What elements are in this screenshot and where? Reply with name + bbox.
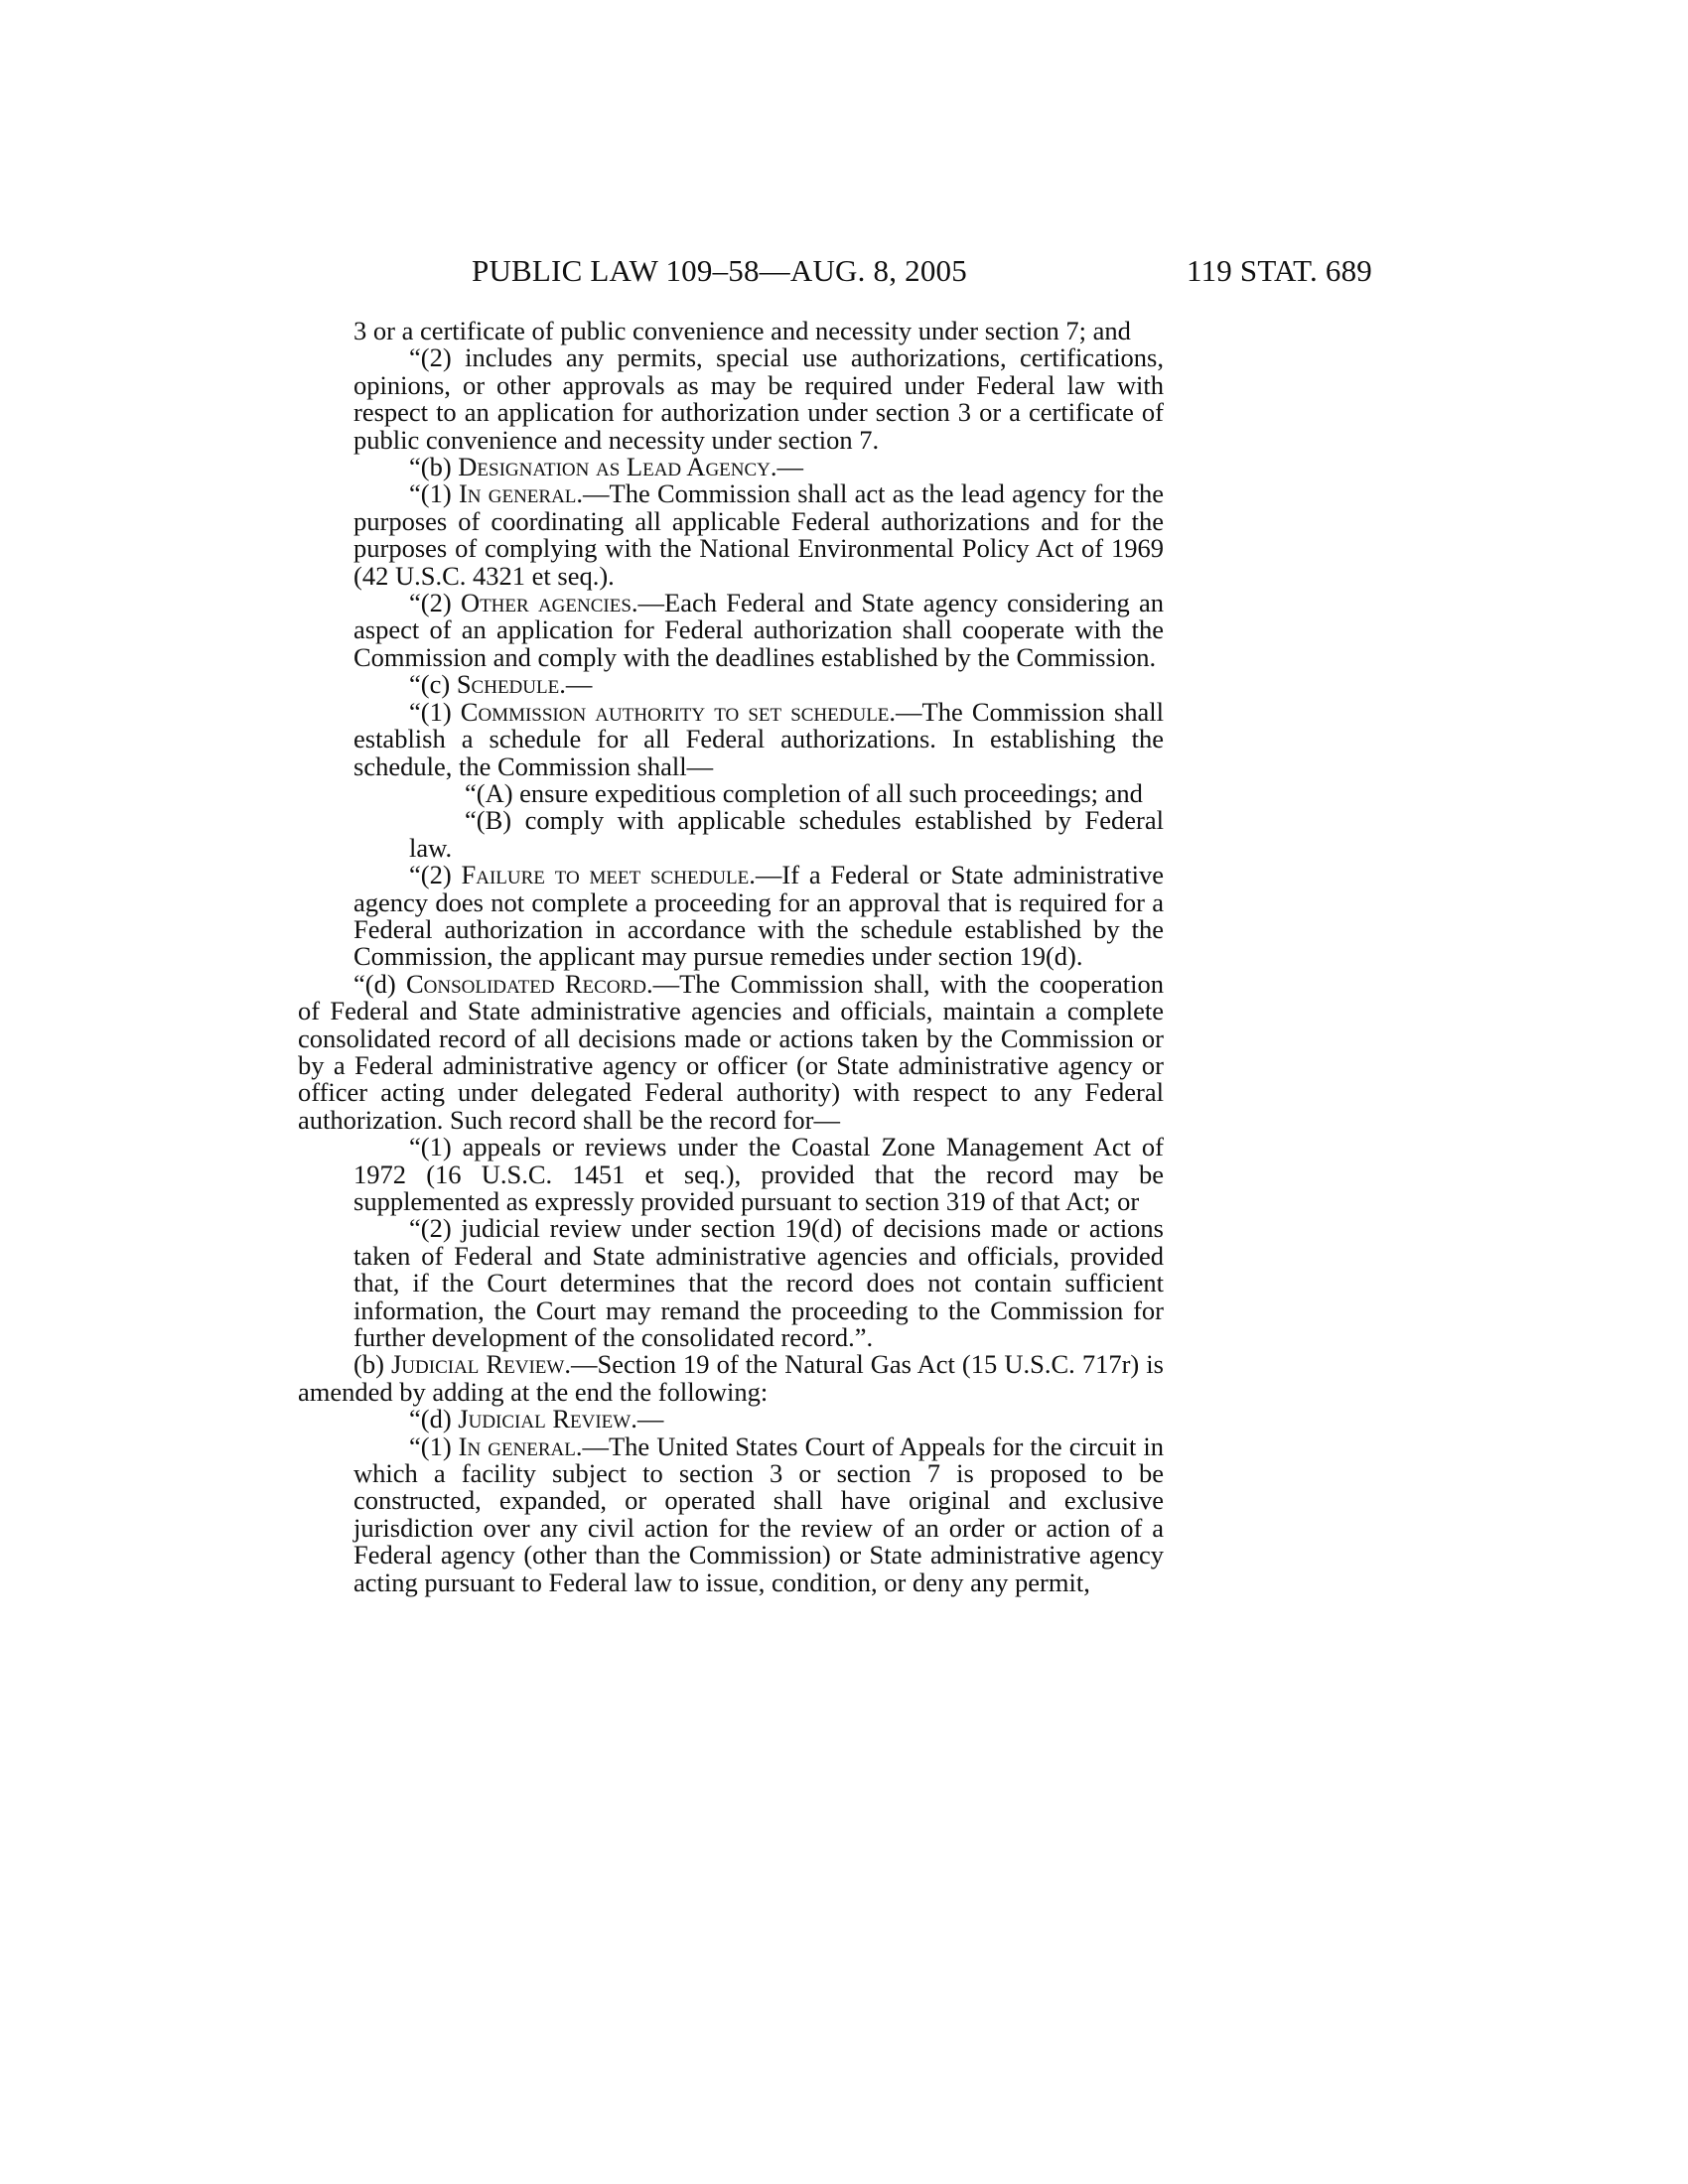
paragraph: “(d) Consolidated Record.—The Commission shall, with the cooperation of Federal and State administrative agencies and officials, maintain a complete consolidated record of all decisions made or actions taken by the Commission or by a Federal administrative agency or officer (or State administrative agency or officer acting under delegated Federal authority) with respect to any Federal authorization. Such record shall be the record for— bbox=[298, 968, 1164, 1135]
paragraph: “(1) appeals or reviews under the Coastal Zone Management Act of 1972 (16 U.S.C. 1451 et seq.), provided that the record may be supplemented as expressly provided pursuant to section 319 of that Act; or bbox=[353, 1132, 1164, 1216]
stat-citation: 119 STAT. 689 bbox=[1187, 253, 1372, 288]
paragraph: “(1) Commission authority to set schedule.—The Commission shall establish a schedule for all Federal authorizations. In establishing the schedule, the Commission shall— bbox=[353, 696, 1165, 781]
paragraph: “(2) includes any permits, special use authorizations, certifications, opinions, or other approvals as may be required under Federal law with respect to an application for authorization under section 3 or a certificate of public convenience and necessity under section 7. bbox=[353, 342, 1164, 455]
paragraph: (b) Judicial Review.—Section 19 of the Natural Gas Act (15 U.S.C. 717r) is amended by adding at the end the following: bbox=[298, 1349, 1164, 1407]
subparagraph: “(A) ensure expeditious completion of all such proceedings; and bbox=[465, 777, 1143, 808]
subsection-heading: “(d) Judicial Review.— bbox=[409, 1404, 664, 1434]
paragraph: “(2) judicial review under section 19(d) of decisions made or actions taken of Federal and State administrative agencies and officials, provided that, if the Court determines that the record does not contain sufficient information, the Court may remand the proceeding to the Commission for further development of the consolidated record.”. bbox=[353, 1213, 1164, 1353]
document-body bbox=[298, 318, 1164, 1596]
paragraph: “(1) In general.—The United States Court of Appeals for the circuit in which a facility subject to section 3 or section 7 is proposed to be constructed, expanded, or operated shall have original and exclusive jurisdiction over any civil action for the review of an order or action of a Federal agency (other than the Commission) or State administrative agency acting pursuant to Federal law to issue, condition, or deny any permit, bbox=[353, 1431, 1164, 1597]
paragraph: “(2) Other agencies.—Each Federal and State agency considering an aspect of an application for Federal authorization shall cooperate with the Commission and comply with the deadlines established by the Commission. bbox=[353, 588, 1165, 672]
paragraph: 3 or a certificate of public convenience and necessity under section 7; and bbox=[353, 316, 1131, 345]
subsection-heading: “(c) Schedule.— bbox=[409, 669, 593, 700]
paragraph: “(1) In general.—The Commission shall act as the lead agency for the purposes of coordinating all applicable Federal authorizations and for the purposes of complying with the National Environmental Policy Act of 1969 (42 U.S.C. 4321 et seq.). bbox=[353, 478, 1164, 591]
subparagraph: “(B) comply with applicable schedules established by Federal law. bbox=[409, 805, 1164, 863]
running-head: PUBLIC LAW 109–58—AUG. 8, 2005 bbox=[472, 253, 967, 288]
page-header bbox=[298, 253, 1372, 293]
paragraph: “(2) Failure to meet schedule.—If a Federal or State administrative agency does not complete a proceeding for an approval that is required for a Federal authorization in accordance with the schedule established by the Commission, the applicant may pursue remedies under section 19(d). bbox=[353, 860, 1164, 972]
subsection-heading: “(b) Designation as Lead Agency.— bbox=[409, 452, 804, 482]
